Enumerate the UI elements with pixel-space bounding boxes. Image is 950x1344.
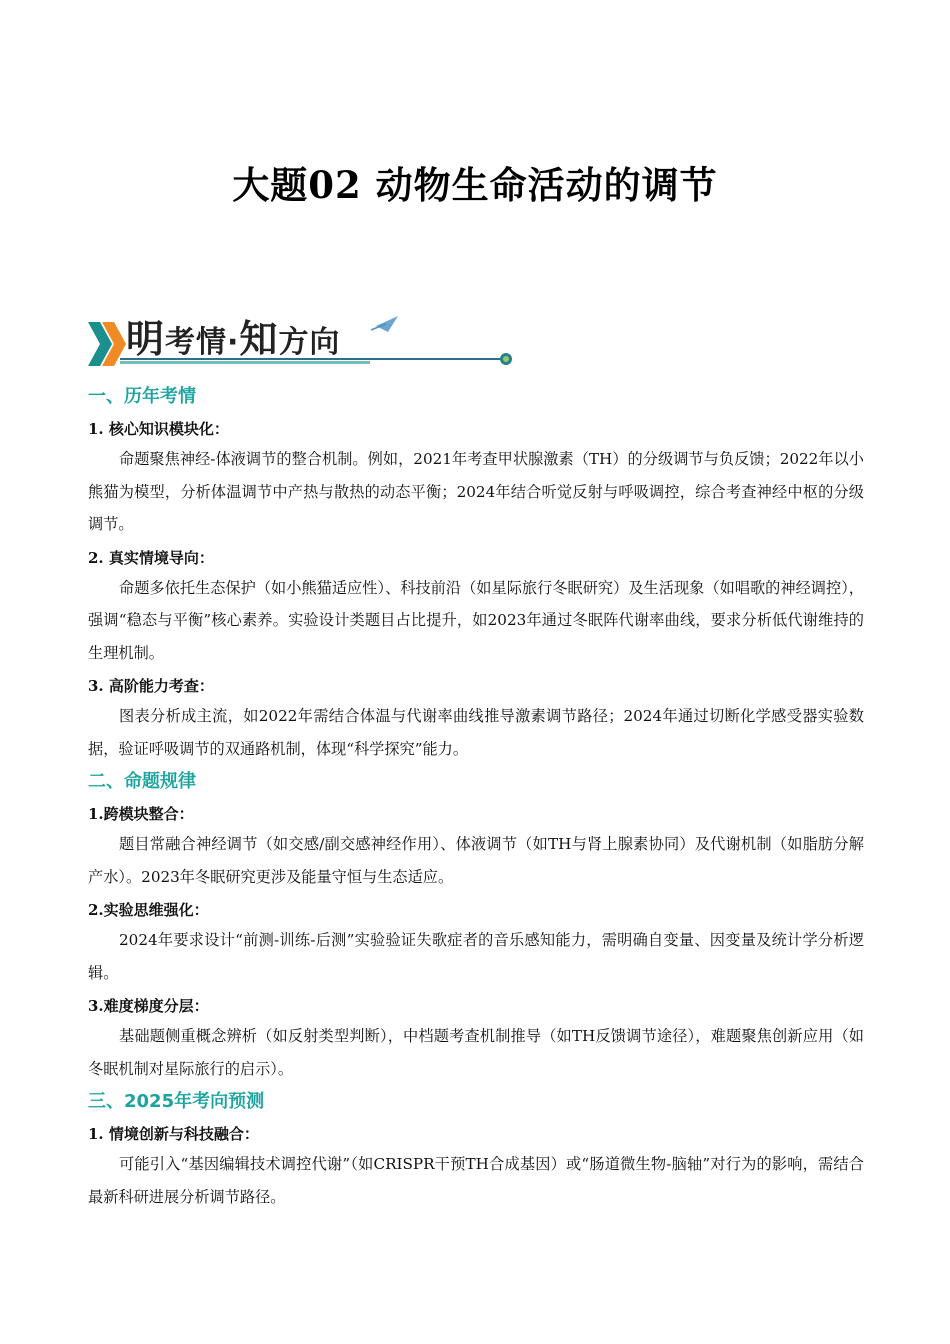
- paragraph: 可能引入“基因编辑技术调控代谢”（如CRISPR干预TH合成基因）或“肠道微生物-脑轴”对行为的影响，需结合最新科研进展分析调节路径。: [88, 1155, 864, 1206]
- subheading: 1. 核心知识模块化：: [88, 420, 229, 438]
- subheading: 2. 真实情境导向：: [88, 548, 214, 567]
- subheading: 1. 情境创新与科技融合：: [88, 1125, 259, 1143]
- subheading: 1.跨模块整合：: [88, 805, 194, 823]
- paragraph: 命题聚焦神经-体液调节的整合机制。例如，2021年考查甲状腺激素（TH）的分级调节与负反馈；2022年以小熊猫为模型，分析体温调节中产热与散热的动态平衡；2024年结合听觉反射与呼吸调控，综合考查神经中枢的分级调节。: [88, 450, 864, 533]
- paragraph: 题目常融合神经调节（如交感/副交感神经作用）、体液调节（如TH与肾上腺素协同）及代谢机制（如脂肪分解产水）。2023年冬眠研究更涉及能量守恒与生态适应。: [88, 835, 864, 886]
- subheading: 3.难度梯度分层：: [88, 997, 209, 1015]
- paragraph: 命题多依托生态保护（如小熊猫适应性）、科技前沿（如星际旅行冬眠研究）及生活现象（如唱歌的神经调控），强调“稳态与平衡”核心素养。实验设计类题目占比提升，如2023年通过冬眠阵代谢率曲线，要求分析低代谢维持的生理机制。: [88, 578, 864, 662]
- section: [88, 1087, 864, 1213]
- subheading: 2.实验思维强化：: [88, 901, 209, 919]
- banner-title: 明考情·知方向: [126, 317, 341, 361]
- section-heading: 一、历年考情: [88, 386, 196, 407]
- document-title: 大题02 动物生命活动的调节: [232, 163, 718, 207]
- section-banner: [86, 306, 516, 372]
- section: [88, 382, 864, 765]
- section-heading: 三、2025年考向预测: [88, 1091, 265, 1112]
- paragraph: 基础题侧重概念辨析（如反射类型判断），中档题考查机制推导（如TH反馈调节途径），难题聚焦创新应用（如冬眠机制对星际旅行的启示）。: [88, 1027, 864, 1078]
- paragraph: 图表分析成主流，如2022年需结合体温与代谢率曲线推导激素调节路径；2024年通过切断化学感受器实验数据，验证呼吸调节的双通路机制，体现“科学探究”能力。: [88, 707, 864, 758]
- subheading: 3. 高阶能力考查：: [88, 677, 214, 695]
- section: [88, 767, 864, 1085]
- paragraph: 2024年要求设计“前测-训练-后测”实验验证失歌症者的音乐感知能力，需明确自变量、因变量及统计学分析逻辑。: [88, 931, 864, 982]
- document-body: [88, 380, 864, 1213]
- section-heading: 二、命题规律: [88, 771, 196, 792]
